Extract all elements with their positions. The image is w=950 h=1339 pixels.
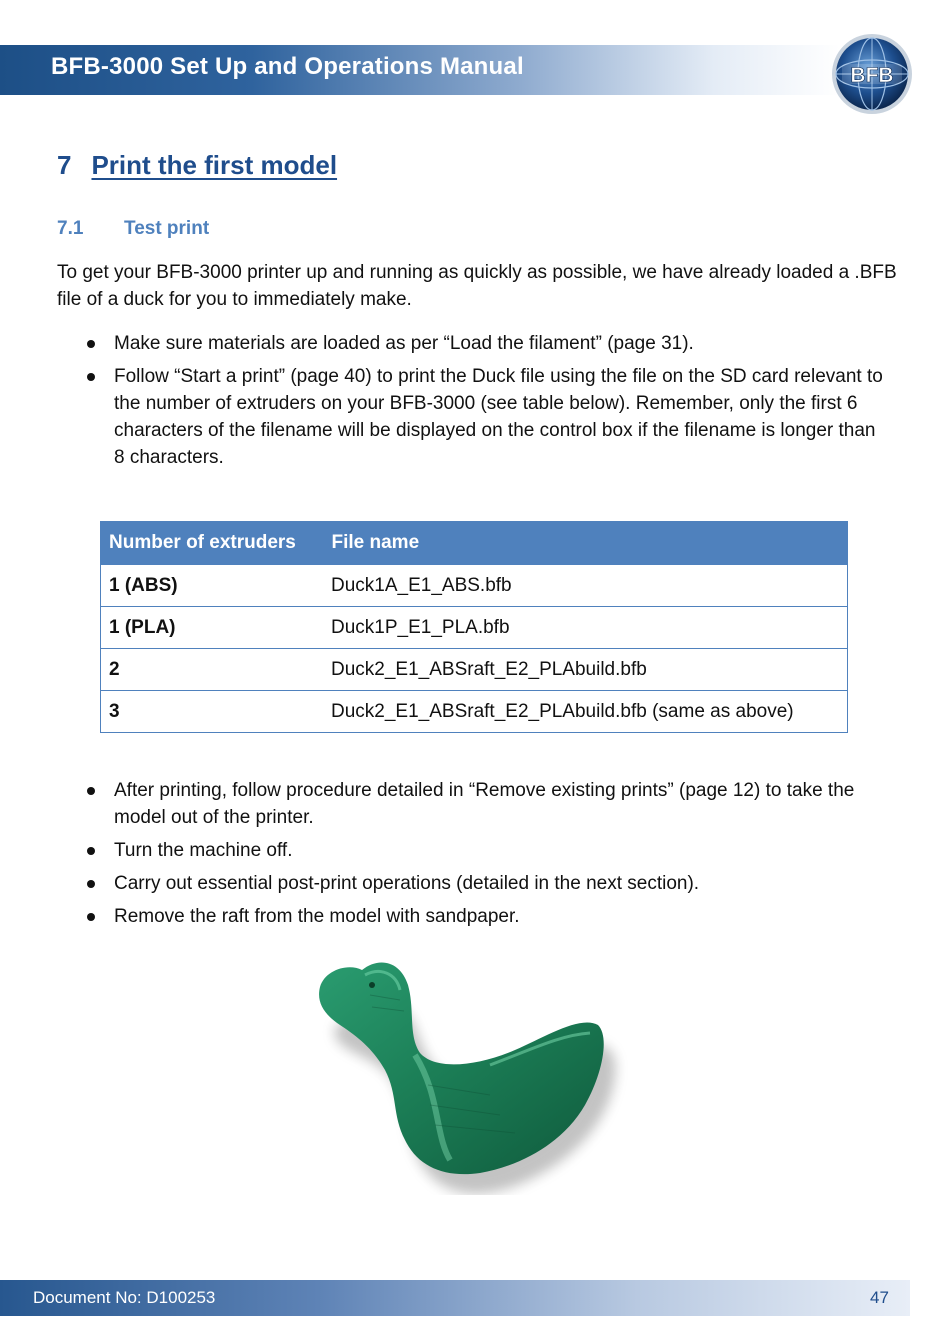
extruder-cell: 2 (101, 649, 324, 691)
bullet-icon (87, 913, 95, 921)
section-title[interactable]: Print the first model (91, 150, 338, 180)
subsection-title: Test print (124, 218, 210, 239)
table-row (101, 607, 848, 649)
extruder-cell: 1 (PLA) (101, 607, 324, 649)
logo-text: BFB (850, 64, 894, 87)
bfb-logo (830, 32, 914, 116)
column-header: File name (323, 522, 848, 565)
bullet-list-top (57, 330, 887, 477)
manual-title: BFB-3000 Set Up and Operations Manual (51, 53, 524, 80)
extruder-cell: 1 (ABS) (101, 565, 324, 607)
bullet-icon (87, 340, 95, 348)
bullet-text: Follow “Start a print” (page 40) to print the Duck file using the file on the SD card relevant to the number of extruders on your BFB-3000 (see table below). Remember, only the first 6 characters of the filename will be displayed on the control box if the filename is longer than 8 characters. (114, 366, 883, 468)
table-header-row (101, 522, 848, 565)
section-heading (57, 150, 337, 181)
bullet-text: Make sure materials are loaded as per “Load the filament” (page 31). (114, 333, 694, 354)
filename-cell: Duck2_E1_ABSraft_E2_PLAbuild.bfb (same as above) (323, 691, 848, 733)
filename-cell: Duck1P_E1_PLA.bfb (323, 607, 848, 649)
column-header: Number of extruders (101, 522, 324, 565)
extruder-file-table (100, 521, 848, 733)
section-number: 7 (57, 150, 72, 180)
bullet-icon (87, 373, 95, 381)
table-row (101, 691, 848, 733)
document-number: Document No: D100253 (33, 1288, 216, 1307)
bullet-text: Remove the raft from the model with sandpaper. (114, 906, 520, 927)
subsection-heading (57, 218, 209, 240)
page-number: 47 (870, 1288, 889, 1307)
table-row (101, 565, 848, 607)
list-item (57, 870, 887, 897)
extruder-cell: 3 (101, 691, 324, 733)
printed-duck-image (300, 945, 630, 1195)
list-item (57, 903, 887, 930)
subsection-number: 7.1 (57, 218, 84, 239)
list-item (57, 363, 887, 471)
bullet-text: Turn the machine off. (114, 840, 293, 861)
list-item (57, 837, 887, 864)
table-row (101, 649, 848, 691)
list-item (57, 777, 887, 831)
list-item (57, 330, 887, 357)
bullet-icon (87, 847, 95, 855)
filename-cell: Duck1A_E1_ABS.bfb (323, 565, 848, 607)
bullet-icon (87, 880, 95, 888)
bullet-icon (87, 787, 95, 795)
bullet-list-bottom (57, 777, 887, 936)
bullet-text: After printing, follow procedure detailed in “Remove existing prints” (page 12) to take the model out of the printer. (114, 780, 855, 828)
bullet-text: Carry out essential post-print operations (detailed in the next section). (114, 873, 700, 894)
intro-paragraph: To get your BFB-3000 printer up and running as quickly as possible, we have already loaded a .BFB file of a duck for you to immediately make. (57, 262, 897, 310)
filename-cell: Duck2_E1_ABSraft_E2_PLAbuild.bfb (323, 649, 848, 691)
